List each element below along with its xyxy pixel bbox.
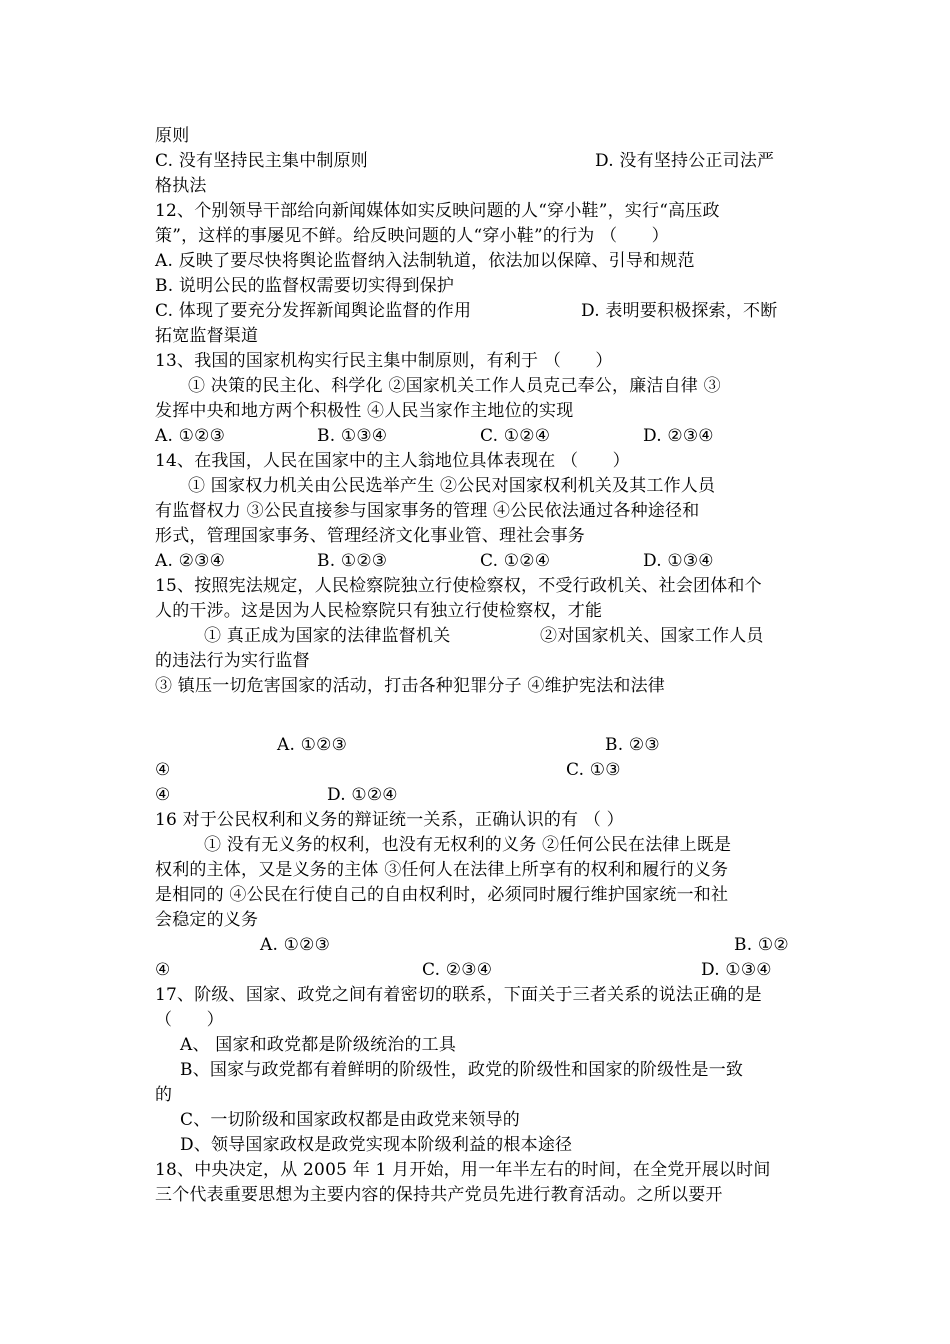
q14-stem: 14、在我国，人民在国家中的主人翁地位具体表现在 （ ） [155,451,630,471]
q12-stem: 12、个别领导干部给向新闻媒体如实反映问题的人“穿小鞋”，实行“高压政 [155,201,720,221]
q15-items: ②对国家机关、国家工作人员 [540,626,764,646]
q15-option-c: ④ [155,785,171,805]
q16-option-b: ④ [155,960,171,980]
q12-option-d: D. 表明要积极探索，不断 [581,301,778,321]
q15-items: ① 真正成为国家的法律监督机关 [204,626,451,646]
q13-option-b: B. ①③④ [317,426,388,446]
q13-option-a: A. ①②③ [155,426,226,446]
q15-items: ③ 镇压一切危害国家的活动，打击各种犯罪分子 ④维护宪法和法律 [155,676,666,696]
q12-option-c: C. 体现了要充分发挥新闻舆论监督的作用 [155,301,472,321]
q17-option-b: 的 [155,1085,173,1105]
q13-option-c: C. ①②④ [480,426,551,446]
q15-option-c: C. ①③ [566,760,621,780]
q12-option-a: A. 反映了要尽快将舆论监督纳入法制轨道，依法加以保障、引导和规范 [155,251,695,271]
q17-option-c: C、一切阶级和国家政权都是由政党来领导的 [180,1110,521,1130]
q15-stem: 15、按照宪法规定，人民检察院独立行使检察权，不受行政机关、社会团体和个 [155,576,762,596]
q16-option-b: B. ①② [734,935,789,955]
q14-option-d: D. ①③④ [643,551,714,571]
q11-option-c: C. 没有坚持民主集中制原则 [155,151,369,171]
q15-option-d: D. ①②④ [327,785,398,805]
q13-items: ① 决策的民主化、科学化 ②国家机关工作人员克己奉公，廉洁自律 ③ [188,376,721,396]
q16-option-a: A. ①②③ [260,935,331,955]
q17-stem: （ ） [155,1010,224,1030]
q16-items: 权利的主体，又是义务的主体 ③任何人在法律上所享有的权利和履行的义务 [155,860,729,880]
q14-option-a: A. ②③④ [155,551,226,571]
q17-stem: 17、阶级、国家、政党之间有着密切的联系，下面关于三者关系的说法正确的是 [155,985,762,1005]
q17-option-d: D、领导国家政权是政党实现本阶级利益的根本途径 [180,1135,573,1155]
q14-items: ① 国家权力机关由公民选举产生 ②公民对国家权利机关及其工作人员 [188,476,716,496]
q16-option-d: D. ①③④ [701,960,772,980]
q12-stem: 策”，这样的事屡见不鲜。给反映问题的人“穿小鞋”的行为 （ ） [155,226,669,246]
q16-items: 会稳定的义务 [155,910,259,930]
q18-stem: 三个代表重要思想为主要内容的保持共产党员先进行教育活动。之所以要开 [155,1185,723,1205]
q14-items: 形式，管理国家事务、管理经济文化事业管、理社会事务 [155,526,585,546]
q14-option-b: B. ①②③ [317,551,388,571]
q13-items: 发挥中央和地方两个积极性 ④人民当家作主地位的实现 [155,401,574,421]
q11-option-d: D. 没有坚持公正司法严 [595,151,775,171]
q16-items: ① 没有无义务的权利，也没有无权利的义务 ②任何公民在法律上既是 [204,835,732,855]
q13-stem: 13、我国的国家机构实行民主集中制原则，有利于 （ ） [155,351,613,371]
q15-option-b: ④ [155,760,171,780]
q16-option-c: C. ②③④ [422,960,493,980]
text-line: 格执法 [155,176,207,196]
q16-items: 是相同的 ④公民在行使自己的自由权利时，必须同时履行维护国家统一和社 [155,885,729,905]
text-line: 拓宽监督渠道 [155,326,259,346]
q15-option-a: A. ①②③ [277,735,348,755]
q17-option-b: B、国家与政党都有着鲜明的阶级性，政党的阶级性和国家的阶级性是一致 [180,1060,744,1080]
q12-option-b: B. 说明公民的监督权需要切实得到保护 [155,276,455,296]
q16-stem: 16 对于公民权利和义务的辩证统一关系，正确认识的有 （ ） [155,810,624,830]
q15-stem: 人的干涉。这是因为人民检察院只有独立行使检察权，才能 [155,601,603,621]
q15-items: 的违法行为实行监督 [155,651,310,671]
q15-option-b: B. ②③ [605,735,660,755]
text-line: 原则 [155,126,190,146]
q18-stem: 18、中央决定，从 2005 年 1 月开始，用一年半左右的时间，在全党开展以时间 [155,1160,771,1180]
q14-option-c: C. ①②④ [480,551,551,571]
q17-option-a: A、 国家和政党都是阶级统治的工具 [180,1035,457,1055]
q13-option-d: D. ②③④ [643,426,714,446]
q14-items: 有监督权力 ③公民直接参与国家事务的管理 ④公民依法通过各种途径和 [155,501,700,521]
